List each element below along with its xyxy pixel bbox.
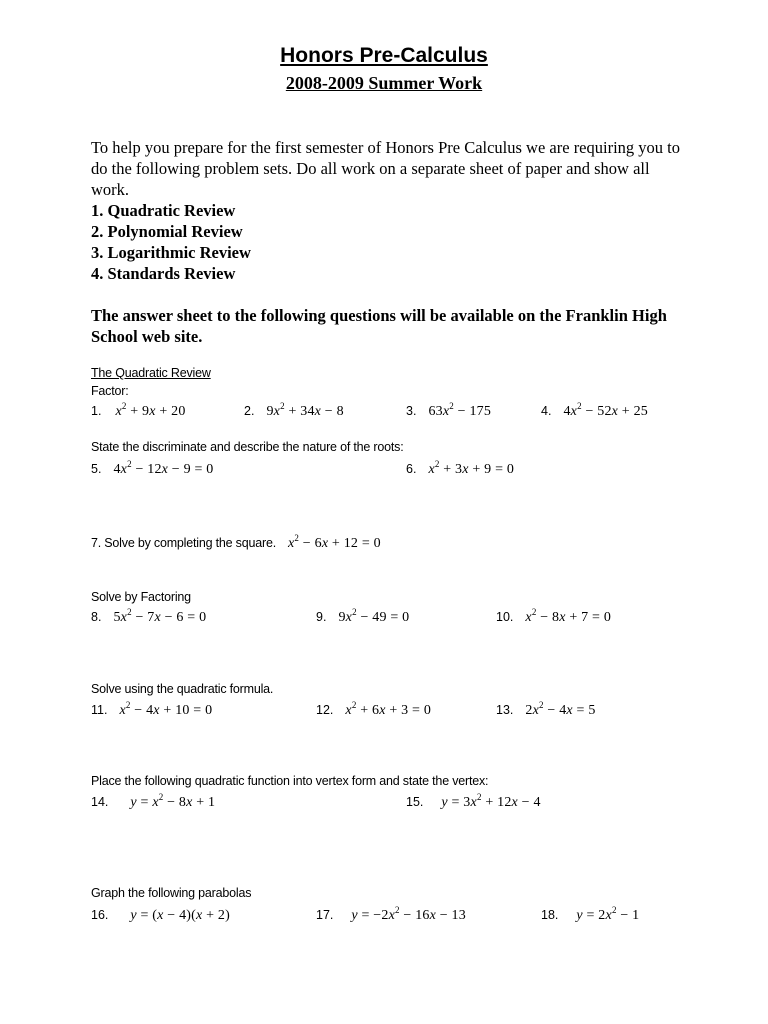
problem-expression: $y = x^2 - 8x + 1$ (130, 792, 216, 810)
problem-set-item: 3. Logarithmic Review (91, 243, 251, 262)
answer-note-line: School web site. (91, 327, 203, 346)
problem-set-item: 1. Quadratic Review (91, 201, 236, 220)
problem-expression: $9x^2 - 49 = 0$ (338, 607, 410, 625)
problem-number: 6. (406, 462, 417, 476)
problem-15 (406, 793, 541, 811)
problem-number: 17. (316, 908, 334, 922)
problem-9 (316, 608, 409, 626)
answer-note-line: The answer sheet to the following questions will be available on the Franklin High (91, 306, 667, 325)
problem-set-item: 4. Standards Review (91, 264, 236, 283)
problem-expression: $x^2 - 6x + 12 = 0$ (287, 533, 381, 551)
discriminant-label: State the discriminate and describe the nature of the roots: (91, 440, 404, 454)
problem-number: 2. (244, 404, 255, 418)
problem-expression: $y = 3x^2 + 12x - 4$ (441, 792, 541, 810)
problem-16 (91, 906, 230, 924)
problem-expression: $9x^2 + 34x - 8$ (266, 401, 344, 419)
intro-line: To help you prepare for the first semester of Honors Pre Calculus we are requiring you to (91, 138, 681, 157)
problem-expression: $63x^2 - 175$ (428, 401, 492, 419)
problem-1 (91, 402, 186, 420)
problem-number: 16. (91, 908, 109, 922)
problem-2 (244, 402, 344, 420)
problem-number: 10. (496, 610, 514, 624)
problem-number: 1. (91, 404, 102, 418)
intro-section (91, 137, 731, 347)
factor-label: Factor: (91, 384, 129, 398)
problem-number: 9. (316, 610, 327, 624)
problem-expression: $4x^2 - 52x + 25$ (563, 401, 648, 419)
problem-7 (91, 534, 381, 552)
problem-11 (91, 701, 212, 719)
problem-expression: $x^2 - 8x + 7 = 0$ (525, 607, 612, 625)
problem-number: 14. (91, 795, 109, 809)
problem-4 (541, 402, 648, 420)
problem-3 (406, 402, 491, 420)
graph-label: Graph the following parabolas (91, 886, 252, 900)
factoring-label: Solve by Factoring (91, 590, 191, 604)
problem-6 (406, 460, 514, 478)
problem-number: 8. (91, 610, 102, 624)
problem-number: 4. (541, 404, 552, 418)
problem-expression: y = (x − 4)(x + 2) (130, 908, 230, 923)
spacer (91, 284, 731, 305)
problem-10 (496, 608, 611, 626)
problem-expression: $2x^2 - 4x = 5$ (525, 700, 596, 718)
page-title: Honors Pre-Calculus (280, 44, 488, 67)
vertex-label: Place the following quadratic function into vertex form and state the vertex: (91, 774, 489, 788)
problem-17 (316, 906, 466, 924)
section-heading: The Quadratic Review (91, 366, 211, 380)
problem-expression: $4x^2 - 12x - 9 = 0$ (113, 459, 214, 477)
problem-5 (91, 460, 214, 478)
completing-square-label: 7. Solve by completing the square. (91, 536, 276, 550)
problem-expression: $y = -2x^2 - 16x - 13$ (351, 905, 466, 923)
intro-line: work. (91, 180, 130, 199)
problem-number: 12. (316, 703, 334, 717)
problem-number: 5. (91, 462, 102, 476)
problem-number: 3. (406, 404, 417, 418)
intro-line: do the following problem sets. Do all work on a separate sheet of paper and show all (91, 159, 650, 178)
problem-number: 11. (91, 703, 108, 717)
problem-expression: $x^2 + 6x + 3 = 0$ (345, 700, 432, 718)
problem-expression: $5x^2 - 7x - 6 = 0$ (113, 607, 207, 625)
problem-expression: $x^2 + 9x + 20$ (115, 401, 186, 419)
problem-18 (541, 906, 639, 924)
page-subtitle: 2008-2009 Summer Work (285, 73, 483, 93)
formula-label: Solve using the quadratic formula. (91, 682, 274, 696)
problem-8 (91, 608, 206, 626)
problem-expression: $x^2 + 3x + 9 = 0$ (428, 459, 515, 477)
problem-expression: $y = 2x^2 - 1$ (576, 905, 640, 923)
problem-12 (316, 701, 431, 719)
problem-expression: $x^2 - 4x + 10 = 0$ (119, 700, 213, 718)
problem-number: 13. (496, 703, 514, 717)
problem-set-item: 2. Polynomial Review (91, 222, 243, 241)
problem-number: 15. (406, 795, 424, 809)
problem-14 (91, 793, 215, 811)
problem-13 (496, 701, 596, 719)
problem-number: 18. (541, 908, 559, 922)
